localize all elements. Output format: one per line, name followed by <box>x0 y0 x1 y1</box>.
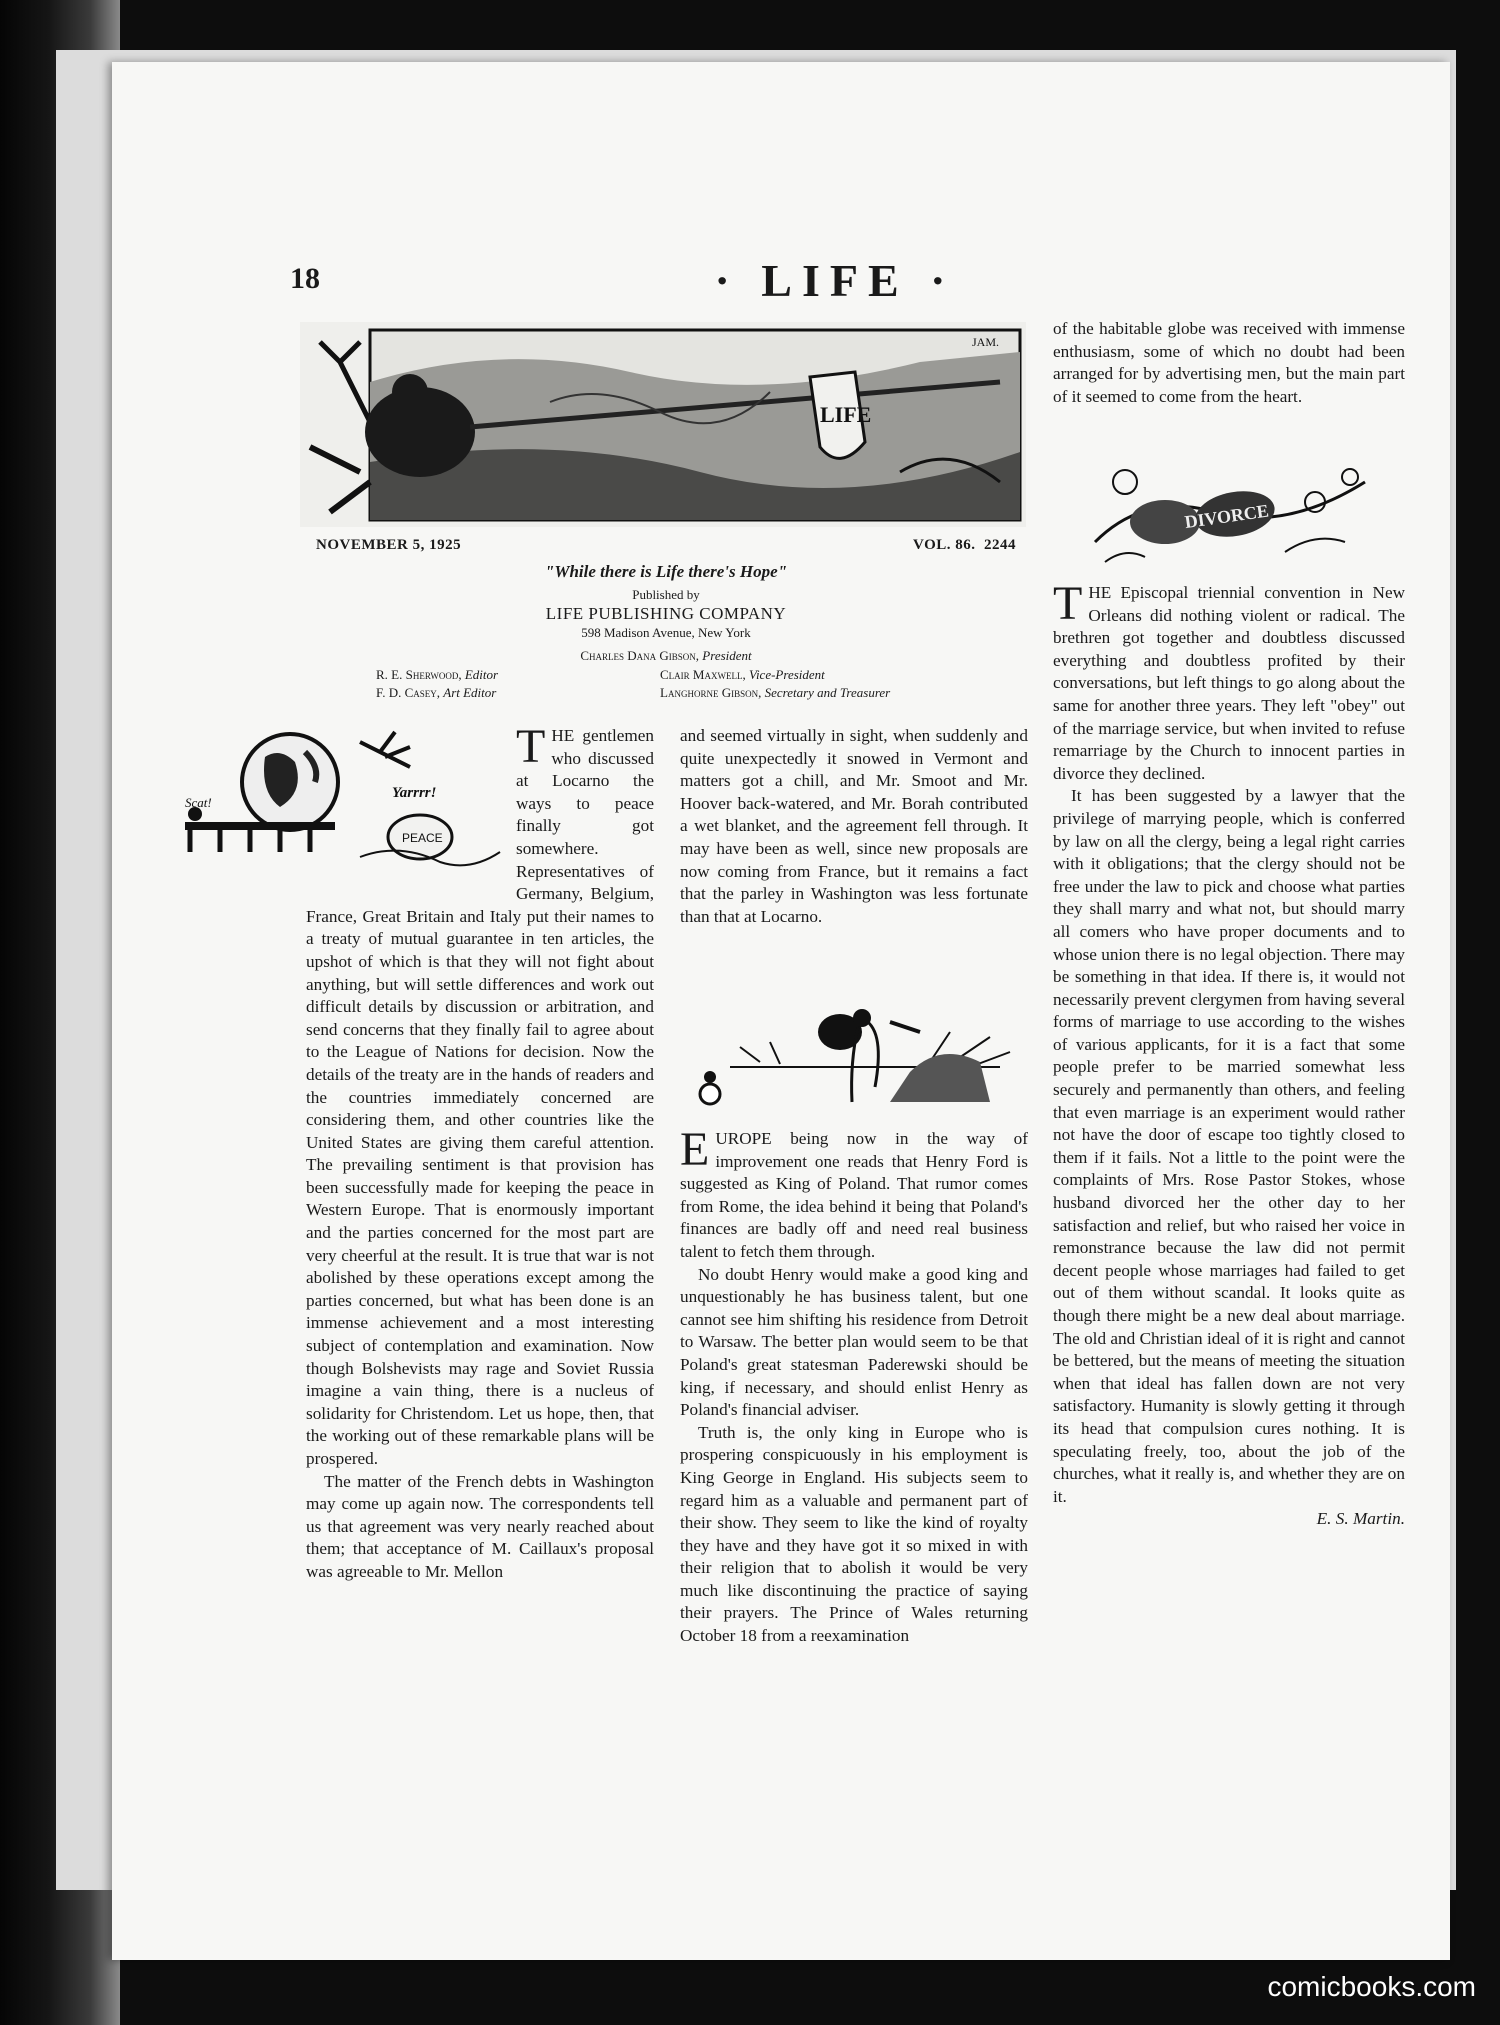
editor-title: Editor <box>464 667 499 682</box>
author-signature: E. S. Martin. <box>1316 1509 1405 1529</box>
publisher-address: 598 Madison Avenue, New York <box>581 625 751 640</box>
col2-paragraph-4: Truth is, the only king in Europe who is prospering conspicuously in his employment is King George in England. His subjects seem to regard him as a valuable and permanent part of their show. They seem to like the kind of royalty they have and they have got it so mixed in with their religion that to abolish it would be very much like discontinuing the practice of saying their prayers. The Prince of Wales returning October 18 from a reexamination <box>680 1422 1028 1646</box>
volume: VOL. 86. <box>913 537 976 553</box>
col1-float-spacer <box>306 725 516 895</box>
col2-paragraph-2 <box>680 1123 1028 1264</box>
col2-paragraph-3: No doubt Henry would make a good king and unquestionably he has business talent, but one cannot see him shifting his residence from Detroit to Warsaw. The better plan would seem to be that Poland's great statesman Paderewski should be king, if necessary, and should enlist Henry as Poland's financial adviser. <box>680 1264 1028 1420</box>
art-editor-name: F. D. Casey, <box>376 685 440 700</box>
scat-text: Scat! <box>185 795 212 810</box>
volume-issue <box>913 537 1016 554</box>
column-2 <box>680 725 1028 928</box>
column-2-lower <box>680 1123 1028 1648</box>
issue-date: NOVEMBER 5, 1925 <box>316 537 462 553</box>
peace-text: PEACE <box>402 831 443 845</box>
president-title: President <box>702 648 752 663</box>
divorce-label: DIVORCE <box>1183 500 1270 533</box>
shield-text: LIFE <box>820 402 872 427</box>
col2-paragraph-2-text: UROPE being now in the way of improvement one reads that Henry Ford is suggested as King of Poland. That rumor comes from Rome, the idea behind it being that Poland's finances are badly off and need real business talent to fetch them through. <box>680 1129 1028 1261</box>
dateline <box>316 537 1016 554</box>
page-number: 18 <box>290 262 320 295</box>
col1-paragraph-1-text: HE gentlemen who discussed at Locarno the ways to peace finally got somewhere. Representatives of Germany, Belgium, France, Great Britain and Italy put their names to a treaty of mutual guarantee in ten articles, the upshot of which is that they will not fight about anything, but will settle differences and work out difficult details by discussion or arbitration, and send concerns that they finally fail to agree about to the League of Nations for decision. Now the details of the treaty are in the hands of readers and the countries immediately concerned are considering them, and other countries like the United States are giving them careful attention. The prevailing sentiment is that provision has been successfully made for keeping the peace in Western Europe. That is enormously important and the parties concerned for the most part are very cheerful at the result. It is true that war is not abolished by these operations except among the parties concerned, but what has been done is an immense achievement and a most interesting subject of contemplation and examination. Now though Bolshevists may rage and Soviet Russia imagine a vain thing, there is a nucleus of solidarity for Christendom. Let us hope, then, that the working out of these remarkable plans will be prospered. <box>306 726 654 1468</box>
col2-paragraph-1: and seemed virtually in sight, when suddenly and quite unexpectedly it snowed in Vermont and matters got a chill, and Mr. Smoot and Mr. Hoover back-watered, and Mr. Borah contributed a wet blanket, and the agreement fell through. It may have been as well, since new proposals are now coming from France, but it remains a fact that the parley in Washington was less fortunate than that at Locarno. <box>680 726 1028 926</box>
secretary-title: Secretary and Treasurer <box>764 685 891 700</box>
col2-dropcap: E <box>680 1123 710 1176</box>
president-name: Charles Dana Gibson, <box>580 648 700 663</box>
artist-signature: JAM. <box>972 335 1000 349</box>
col3-paragraph-2 <box>1053 577 1405 785</box>
secretary-name: Langhorne Gibson, <box>660 685 762 700</box>
editor-name: R. E. Sherwood, <box>376 667 462 682</box>
staff-left <box>376 666 498 702</box>
divorce-illustration <box>1085 452 1375 572</box>
bird-tree-cartoon <box>690 1002 1020 1114</box>
published-by: Published by <box>632 587 700 602</box>
yarrr-text: Yarrrr! <box>392 785 437 801</box>
col3-paragraph-2-text: HE Episcopal triennial convention in New Orleans did nothing violent or radical. The brethren got together and doubtless discussed everything and doubtless profited by their conversations, but left things to go along about the same for another three years. They left "obey" out of the marriage service, but when invited to refuse remarriage by the Church to innocent parties in divorce they declined. <box>1053 583 1405 783</box>
staff-right <box>660 666 890 702</box>
col1-paragraph-2: The matter of the French debts in Washington may come up again now. The correspondents tell us that agreement was very nearly reached about them; that acceptance of M. Caillaux's proposal was agreeable to Mr. Mellon <box>306 1471 654 1581</box>
col3-paragraph-3: It has been suggested by a lawyer that the privilege of marrying people, which is conferred by law on all the clergy, being a legal right carries with it obligations; that the clergy should not be free under the law to pick and choose what parties they shall marry and what not, but should marry all comers who have proper documents and to whose union there is no legal objection. There may be something in that idea. If there is, it would not necessarily prevent clergymen from having several forms of marriage to use according to the wishes of various applicants, for it is a fact that some people prefer to be married somewhat less securely and permanently than others, and feeling that even marriage is an experiment would rather not have the door of escape too tightly closed to them if it fails. Not a little to the point were the complaints of Mrs. Rose Pastor Stokes, whose husband divorced her the other day to her satisfaction and relief, but who raised her voice in remonstrance because the law did not permit decent people whose marriages had failed to get out of them without scandal. It looks quite as though there might be a new deal about marriage. The old and Christian ideal of it is right and cannot be bettered, but the means of meeting the situation when that ideal has fallen down are not very satisfactory. Humanity is slowly getting it through its head that compulsion cures nothing. It is speculating freely, too, about the job of the churches, what it really is, and whether they are on it. <box>1053 786 1405 1506</box>
masthead-title: · LIFE · <box>714 255 956 306</box>
vp-name: Clair Maxwell, <box>660 667 746 682</box>
issue-number: 2244 <box>984 537 1016 553</box>
column-3 <box>1053 318 1405 408</box>
column-3-lower <box>1053 577 1405 1531</box>
art-editor-title: Art Editor <box>443 685 497 700</box>
site-watermark: comicbooks.com <box>1267 1971 1476 2002</box>
president-line <box>316 648 1016 664</box>
col3-paragraph-1: of the habitable globe was received with immense enthusiasm, some of which no doubt had been arranged for by advertising men, but the main part of it seemed to come from the heart. <box>1053 319 1405 406</box>
col1-dropcap: T <box>516 720 546 773</box>
vp-title: Vice-President <box>748 667 825 682</box>
publisher-name: LIFE PUBLISHING COMPANY <box>545 604 787 623</box>
header-illustration <box>300 322 1026 527</box>
column-1 <box>306 720 654 1584</box>
motto: "While there is Life there's Hope" <box>544 562 788 581</box>
col3-dropcap: T <box>1053 577 1083 630</box>
col1-paragraph-1 <box>306 720 654 1471</box>
